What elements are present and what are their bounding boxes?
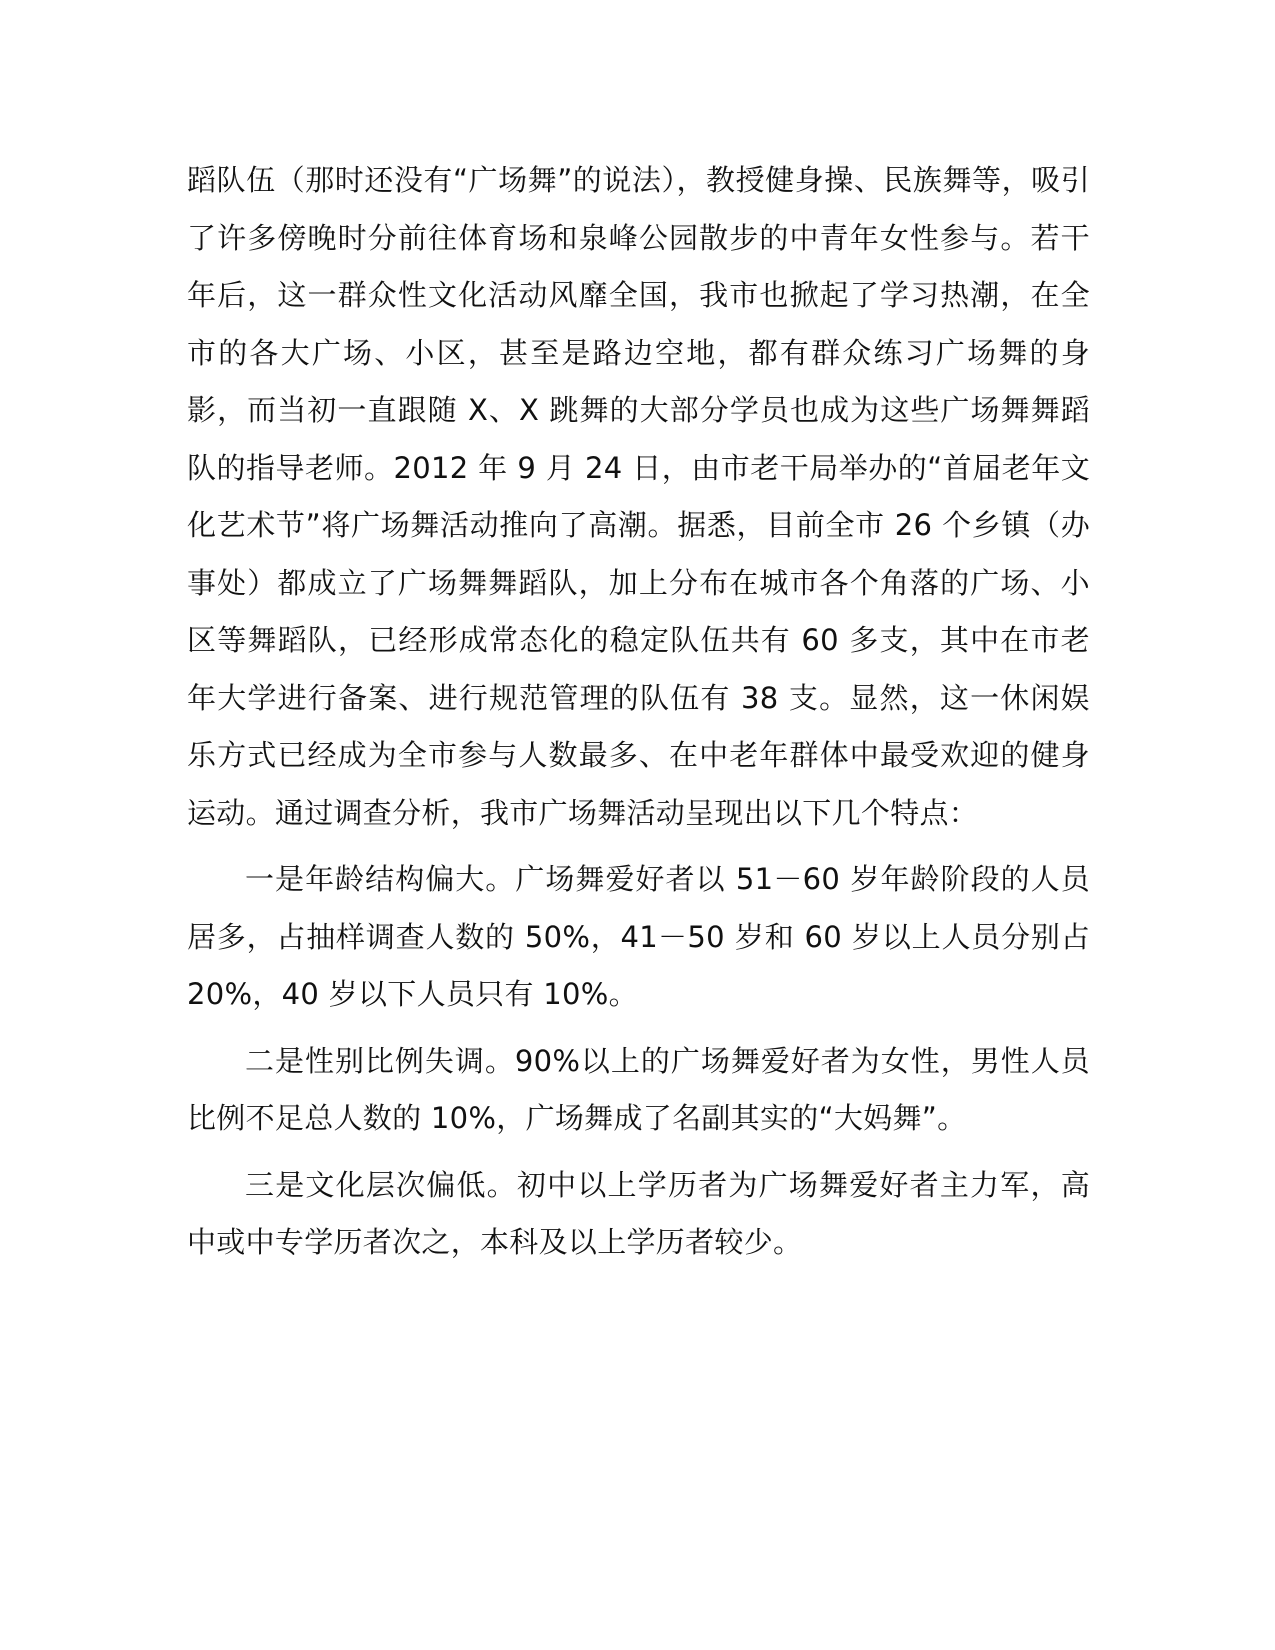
body-paragraph-age-structure: 一是年龄结构偏大。广场舞爱好者以 51－60 岁年龄阶段的人员居多，占抽样调查人数的 50%，41－50 岁和 60 岁以上人员分别占 20%，40 岁以下人员只有 10%。: [187, 862, 1090, 1011]
body-paragraph-continued: 蹈队伍（那时还没有“广场舞”的说法），教授健身操、民族舞等，吸引了许多傍晚时分前往体育场和泉峰公园散步的中青年女性参与。若干年后，这一群众性文化活动风靡全国，我市也掀起了学习热潮，在全市的各大广场、小区，甚至是路边空地，都有群众练习广场舞的身影，而当初一直跟随 X、X 跳舞的大部分学员也成为这些广场舞舞蹈队的指导老师。2012 年 9 月 24 日，由市老干局举办的“首届老年文化艺术节”将广场舞活动推向了高潮。据悉，目前全市 26 个乡镇（办事处）都成立了广场舞舞蹈队，加上分布在城市各个角落的广场、小区等舞蹈队，已经形成常态化的稳定队伍共有 60 多支，其中在市老年大学进行备案、进行规范管理的队伍有 38 支。显然，这一休闲娱乐方式已经成为全市参与人数最多、在中老年群体中最受欢迎的健身运动。通过调查分析，我市广场舞活动呈现出以下几个特点：: [187, 163, 1090, 830]
body-paragraph-gender-ratio: 二是性别比例失调。90%以上的广场舞爱好者为女性，男性人员比例不足总人数的 10%，广场舞成了名副其实的“大妈舞”。: [187, 1043, 1090, 1135]
document-body: [187, 152, 1090, 1272]
body-paragraph-education-level: 三是文化层次偏低。初中以上学历者为广场舞爱好者主力军，高中或中专学历者次之，本科及以上学历者较少。: [187, 1167, 1090, 1259]
